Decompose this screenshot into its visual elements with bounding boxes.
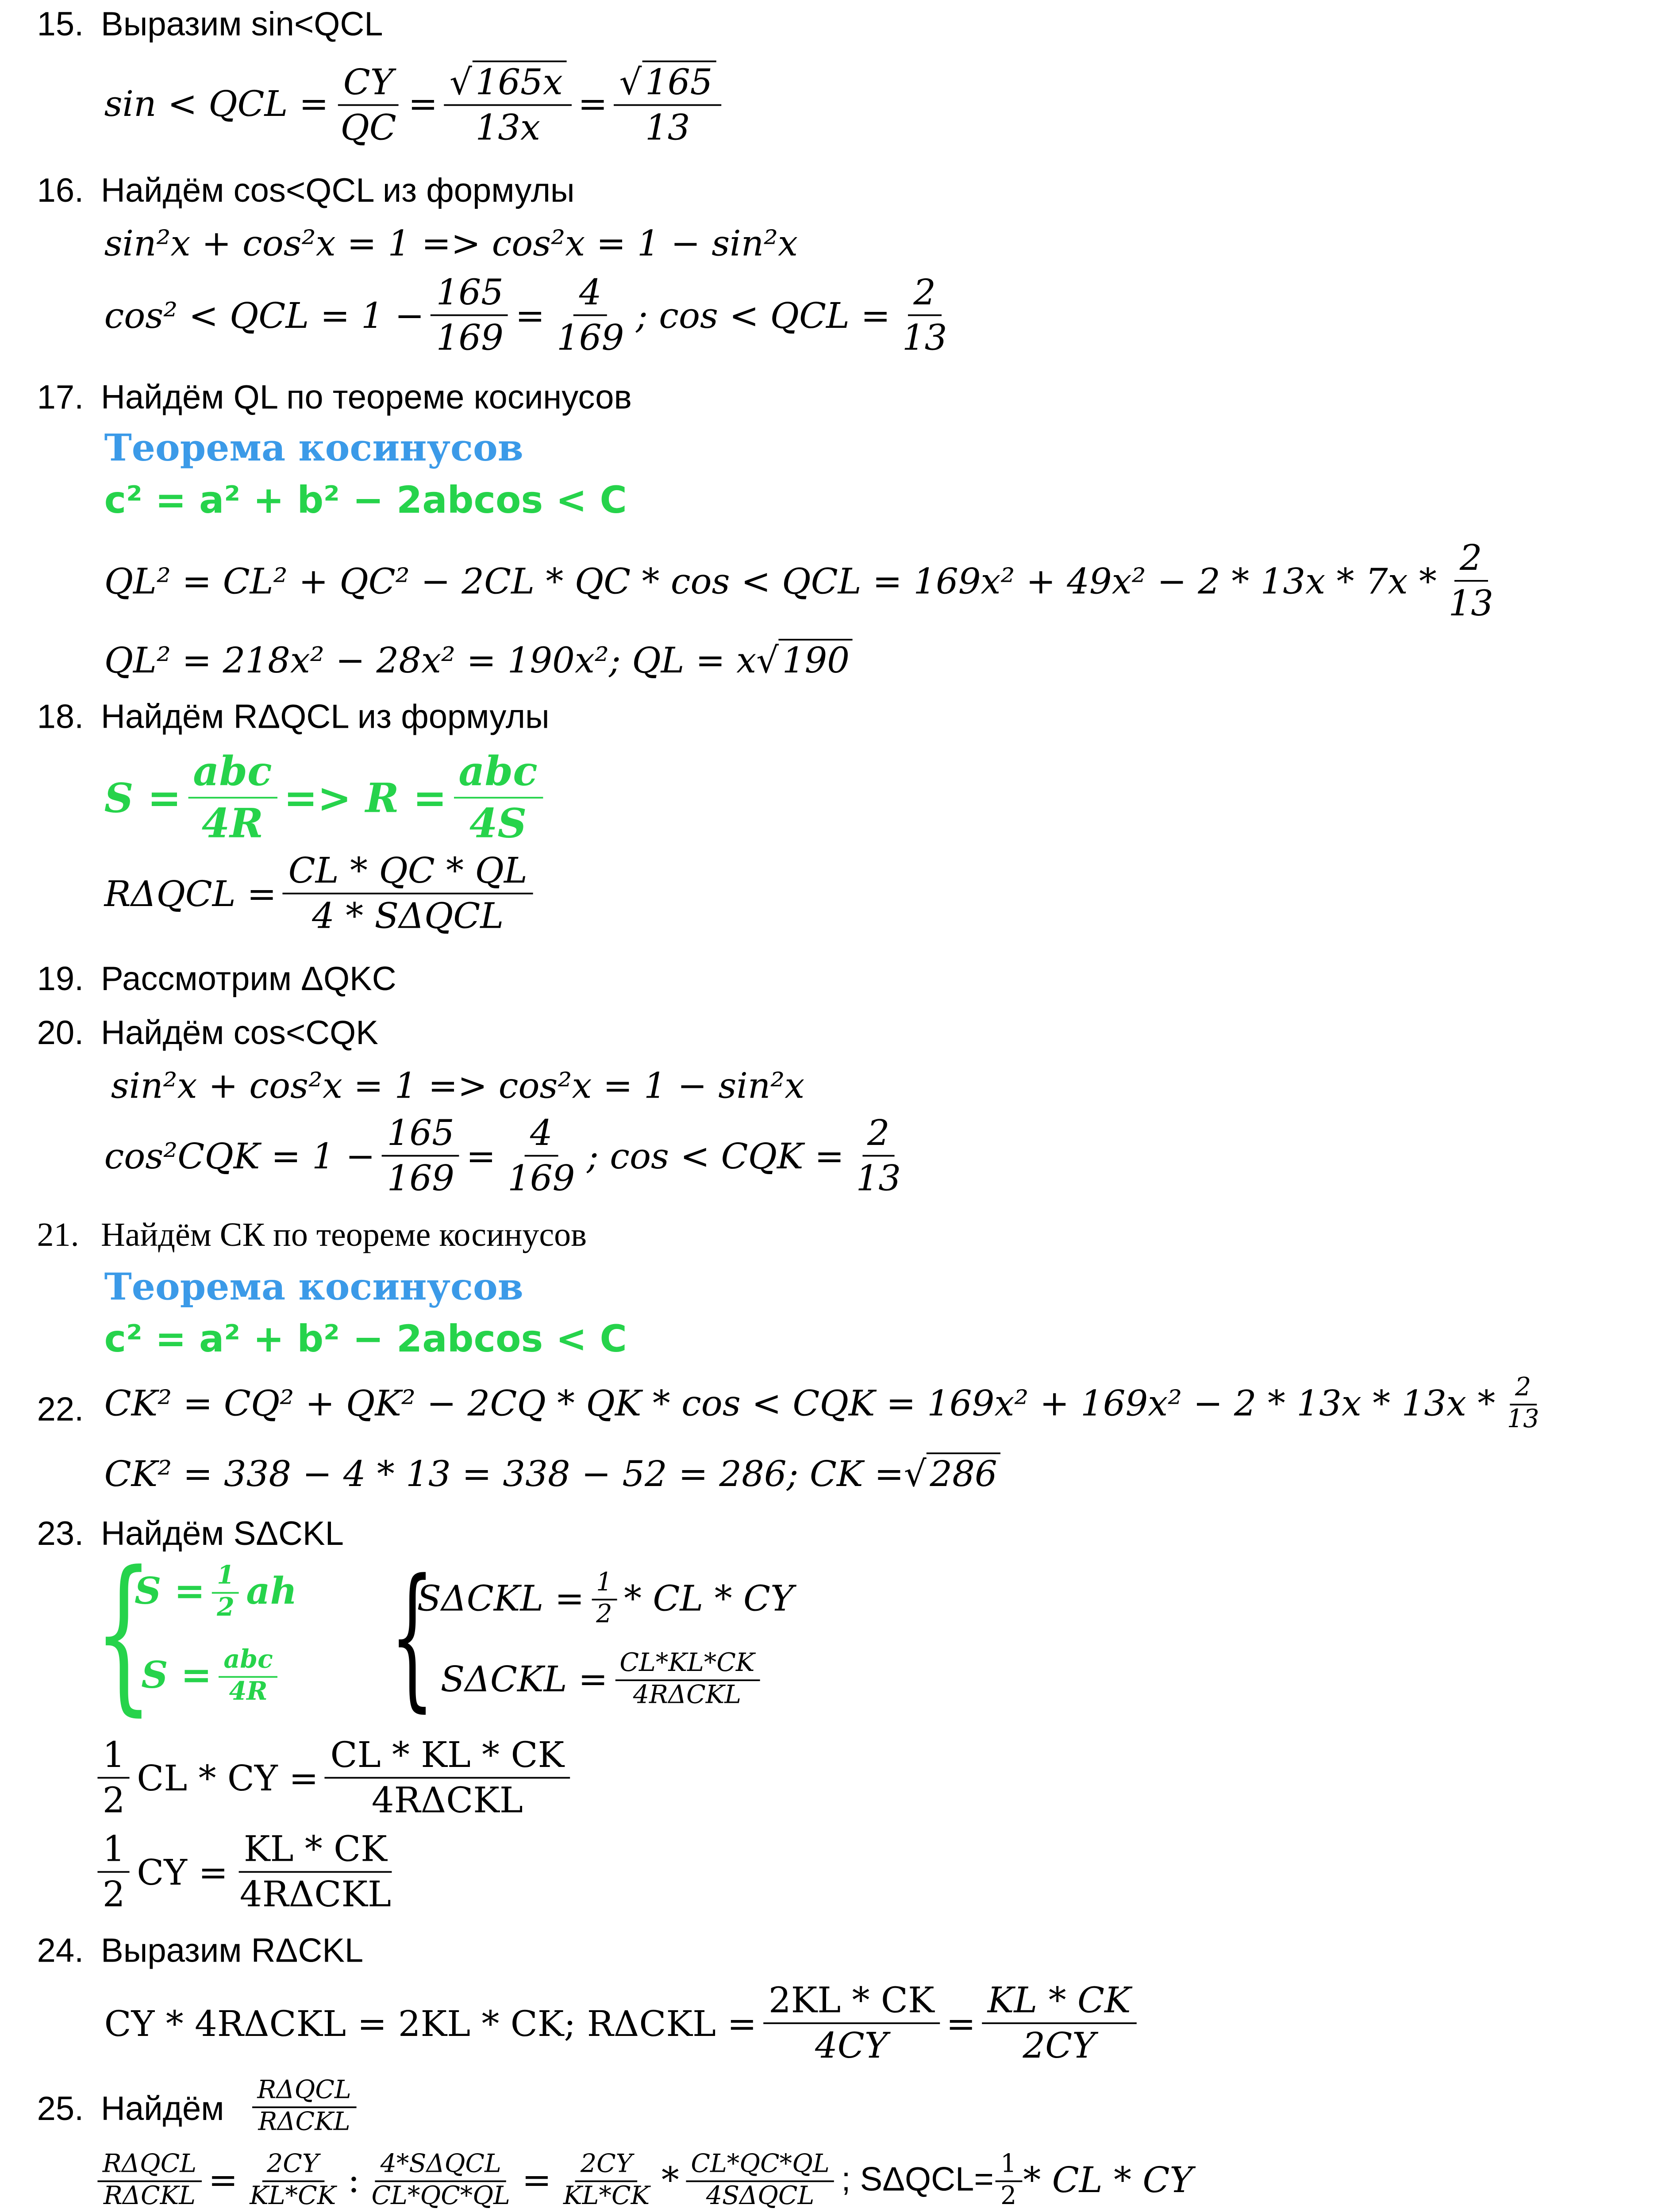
step-18-formula: RΔQCL = $\frac{CL * QC * QL}{\text{4 * SΔQCL}}$: [104, 851, 539, 937]
black-brace: {: [390, 1547, 435, 1727]
step-22-number: 22.: [37, 1392, 84, 1429]
step-23-equation-2: $\frac{1}{2}$ CY = $\frac{KL * CK}{\text{4RΔCKL}}$: [97, 1829, 403, 1915]
step-25-ratio-setup: $\frac{\text{RΔQCL}}{\text{RΔCKL}}$ = $\frac{2CY}{KL*CK}$ : $\frac{\text{4*SΔQCL}}{CL*QC*QL}$ = $\frac{2CY}{KL*CK}$ * $\frac{CL*QC*QL}{\text{4SΔQCL}}$ ; SΔQCL= $\frac{1}{2}$ * CL * CY: [97, 2152, 1193, 2210]
step-16-formula: cos² < QCL = 1 − $\frac{165}{169}$ = $\frac{4}{169}$ ; cos < QCL = $\frac{2}{13}$: [104, 272, 947, 358]
step-17-result: QL² = 218x² − 28x² = 190x²; QL = x √ 190: [104, 639, 853, 681]
circumradius-formula: S = $\frac{\text{abc}}{4R}$ => R = $\frac{\text{abc}}{4S}$: [104, 748, 550, 846]
step-16-identity: sin²x + cos²x = 1 => cos²x = 1 − sin²x: [104, 223, 798, 264]
step-16-heading: 16. Найдём cos<QCL из формулы: [37, 173, 575, 210]
cosine-theorem-formula-2: c² = a² + b² − 2abcos < C: [104, 1320, 627, 1362]
step-15-formula: sin < QCL = $\frac{CY}{QC}$ = √ 165x 13x = √ 165 13: [104, 61, 728, 149]
step-20-formula: cos²CQK = 1 − $\frac{165}{169}$ = $\frac{4}{169}$ ; cos < CQK = $\frac{2}{13}$: [104, 1113, 901, 1199]
step-24-heading: 24. Выразим RΔCKL: [37, 1933, 364, 1970]
step-15-heading: 15. Выразим sin<QCL: [37, 7, 383, 44]
step-17-formula: QL² = CL² + QC² − 2CL * QC * cos < QCL = 169x² + 49x² − 2 * 13x * 7x * $\frac{2}{13}$: [104, 538, 1494, 624]
cosine-theorem-title-2: Теорема косинусов: [104, 1266, 523, 1310]
step-21-heading: 21. Найдём СК по теореме косинусов: [37, 1217, 587, 1254]
step-22-result: CK² = 338 − 4 * 13 = 338 − 52 = 286; CK = √ 286: [104, 1452, 1001, 1494]
area-formula-abc-4r: S = $\frac{\text{abc}}{4R}$: [141, 1647, 285, 1705]
step-25-heading: 25. Найдём: [37, 2091, 224, 2128]
step-20-heading: 20. Найдём cos<CQK: [37, 1015, 378, 1052]
step-23-heading: 23. Найдём SΔCKL: [37, 1516, 344, 1554]
step-23-equation-1: $\frac{1}{2}$ CL * CY = $\frac{CL * KL * CK}{\text{4RΔCKL}}$: [97, 1735, 576, 1821]
step-19-heading: 19. Рассмотрим ΔQKC: [37, 961, 396, 999]
cosine-theorem-formula: c² = a² + b² − 2abcos < C: [104, 480, 627, 523]
step-20-identity: sin²x + cos²x = 1 => cos²x = 1 − sin²x: [111, 1066, 805, 1106]
area-formula-half-ah: S = $\frac{1}{2}$ ah: [135, 1560, 297, 1622]
step-24-formula: CY * 4RΔCKL = 2KL * CK; RΔCKL = $\frac{2KL * CK}{4CY}$ = $\frac{KL * CK}{2CY}$: [104, 1980, 1143, 2066]
step-22-formula: CK² = CQ² + QK² − 2CQ * QK * cos < CQK = 169x² + 169x² − 2 * 13x * 13x * $\frac{2}{13}$: [104, 1371, 1539, 1434]
step-17-heading: 17. Найдём QL по теореме косинусов: [37, 380, 632, 417]
cosine-theorem-title: Теорема косинусов: [104, 427, 523, 471]
step-25-heading-fraction: $\frac{\text{RΔQCL}}{\text{RΔCKL}}$: [246, 2078, 363, 2136]
sckl-formula-2: SΔCKL = $\frac{CL*KL*CK}{\text{4RΔCKL}}$: [441, 1651, 767, 1709]
green-brace: {: [94, 1535, 153, 1732]
step-18-heading: 18. Найдём RΔQCL из формулы: [37, 699, 550, 737]
sckl-formula-1: SΔCKL = $\frac{1}{2}$ * CL * CY: [417, 1567, 794, 1629]
